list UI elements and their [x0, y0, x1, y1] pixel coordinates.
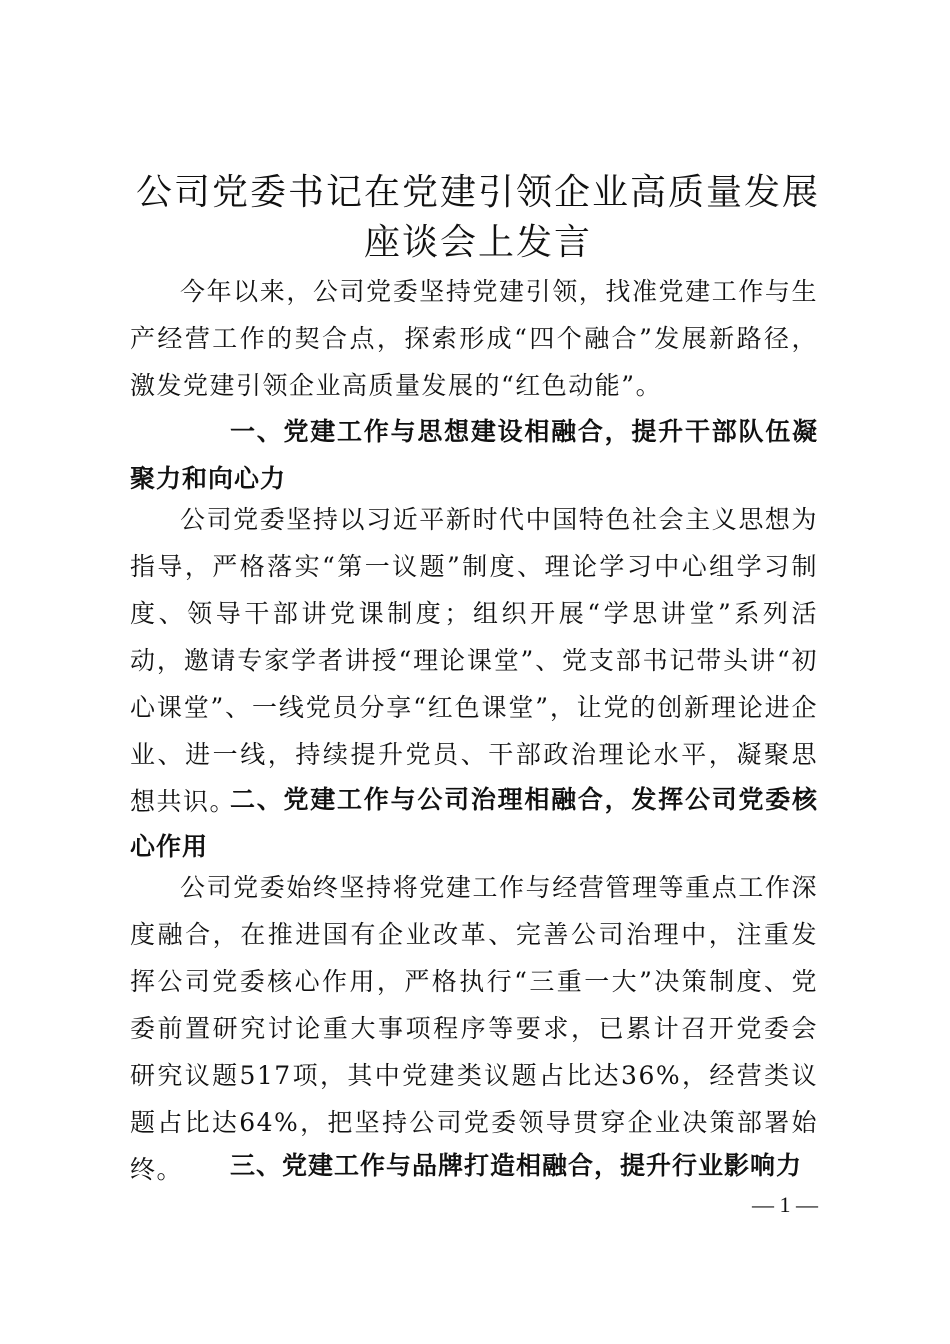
section-2-heading: 二、党建工作与公司治理相融合，发挥公司党委核心作用 — [130, 785, 818, 861]
section-1-heading: 一、党建工作与思想建设相融合，提升干部队伍凝聚力和向心力 — [130, 417, 818, 493]
document-title: 公司党委书记在党建引领企业高质量发展座谈会上发言 — [135, 172, 820, 263]
page-number: — 1 — — [752, 1192, 818, 1217]
section-3-heading: 三、党建工作与品牌打造相融合，提升行业影响力 — [230, 1151, 803, 1180]
section-2-body: 公司党委始终坚持将党建工作与经营管理等重点工作深度融合，在推进国有企业改革、完善公司治理中，注重发挥公司党委核心作用，严格执行“三重一大”决策制度、党委前置研究讨论重大事项程序等要求，已累计召开党委会研究议题517项，其中党建类议题占比达36%，经营类议题占比达64%，把坚持公司党委领导贯穿企业决策部署始终。 — [130, 873, 818, 1184]
intro-paragraph: 今年以来，公司党委坚持党建引领，找准党建工作与生产经营工作的契合点，探索形成“四个融合”发展新路径，激发党建引领企业高质量发展的“红色动能”。 — [130, 277, 818, 400]
section-1-body: 公司党委坚持以习近平新时代中国特色社会主义思想为指导，严格落实“第一议题”制度、理论学习中心组学习制度、领导干部讲党课制度；组织开展“学思讲堂”系列活动，邀请专家学者讲授“理论课堂”、党支部书记带头讲“初心课堂”、一线党员分享“红色课堂”，让党的创新理论进企业、进一线，持续提升党员、干部政治理论水平，凝聚思想共识。 — [130, 505, 818, 816]
